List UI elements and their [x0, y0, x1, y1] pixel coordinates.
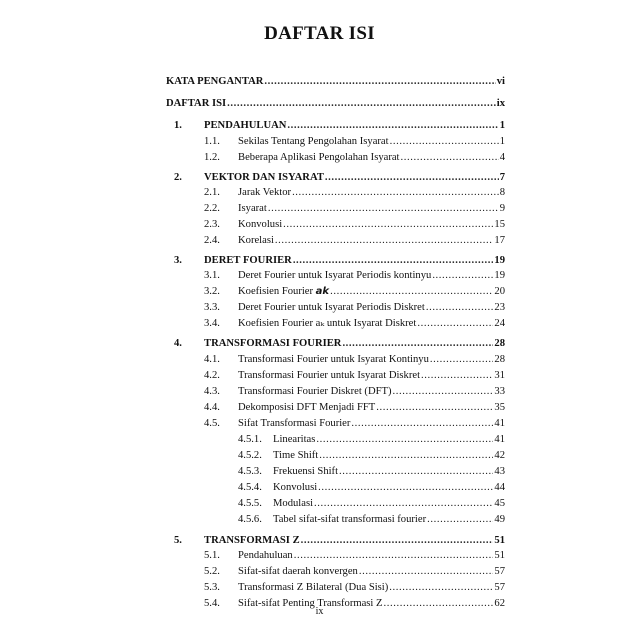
toc-item-page: 42: [494, 450, 505, 461]
toc-item-page: 1: [499, 136, 505, 147]
toc-item-number: 4.5.6.: [238, 514, 262, 525]
toc-item-number: 4.5.: [204, 418, 220, 429]
toc-item-number: 2.2.: [204, 203, 220, 214]
toc-chapter-title: TRANSFORMASI Z: [204, 535, 300, 546]
toc-item-number: 5.4.: [204, 598, 220, 609]
toc-chapter-4[interactable]: [174, 337, 505, 351]
toc-item-3-3[interactable]: [204, 301, 505, 315]
toc-item-page: 9: [499, 203, 505, 214]
toc-item-page: 51: [494, 550, 505, 561]
toc-item-label: Dekomposisi DFT Menjadi FFT: [238, 402, 376, 413]
leader-dots: [314, 497, 493, 511]
leader-dots: [318, 481, 493, 495]
toc-item-number: 4.2.: [204, 370, 220, 381]
leader-dots: [427, 513, 493, 527]
toc-item-page: 49: [494, 514, 505, 525]
leader-dots: [294, 549, 494, 563]
toc-chapter-number: 5.: [174, 535, 182, 546]
toc-item-2-1[interactable]: [204, 186, 505, 200]
toc-subitem-4-5-5[interactable]: [238, 497, 505, 511]
toc-chapter-page: 7: [499, 172, 505, 183]
toc-item-page: 44: [494, 482, 505, 493]
toc-item-number: 3.1.: [204, 270, 220, 281]
toc-chapter-number: 3.: [174, 255, 182, 266]
toc-item-page: 28: [494, 354, 505, 365]
toc-item-label: Time Shift: [273, 450, 319, 461]
toc-item-label: Jarak Vektor: [238, 187, 292, 198]
toc-item-number: 2.3.: [204, 219, 220, 230]
toc-item-2-2[interactable]: [204, 202, 505, 216]
math-symbol-ak: ak: [315, 286, 330, 297]
toc-item-number: 1.1.: [204, 136, 220, 147]
toc-item-label: Transformasi Z Bilateral (Dua Sisi): [238, 582, 389, 593]
toc-item-page: 23: [494, 302, 505, 313]
toc-item-number: 4.1.: [204, 354, 220, 365]
toc-item-2-4[interactable]: [204, 234, 505, 248]
toc-chapter-title: DERET FOURIER: [204, 255, 292, 266]
leader-dots: [283, 218, 493, 232]
toc-item-5-1[interactable]: [204, 549, 505, 563]
toc-subitem-4-5-6[interactable]: [238, 513, 505, 527]
toc-item-page: 19: [494, 270, 505, 281]
toc-item-number: 1.2.: [204, 152, 220, 163]
toc-item-number: 3.4.: [204, 318, 220, 329]
toc-item-page: 57: [494, 566, 505, 577]
toc-item-2-3[interactable]: [204, 218, 505, 232]
toc-item-number: 5.1.: [204, 550, 220, 561]
toc-item-label: Koefisien Fourier: [238, 286, 316, 297]
toc-chapter-number: 2.: [174, 172, 182, 183]
toc-item-page: 4: [499, 152, 505, 163]
toc-item-page: 17: [494, 235, 505, 246]
toc-item-label: Frekuensi Shift: [273, 466, 339, 477]
toc-chapter-page: 51: [494, 535, 505, 546]
leader-dots: [330, 285, 493, 299]
leader-dots: [430, 353, 494, 367]
leader-dots: [287, 119, 498, 133]
toc-subitem-4-5-1[interactable]: [238, 433, 505, 447]
leader-dots: [325, 171, 499, 185]
leader-dots: [301, 534, 494, 548]
toc-item-page: 57: [494, 582, 505, 593]
toc-item-5-3[interactable]: [204, 581, 505, 595]
toc-chapter-2[interactable]: [174, 171, 505, 185]
leader-dots: [359, 565, 494, 579]
toc-item-label: Deret Fourier untuk Isyarat Periodis Diskret: [238, 302, 425, 313]
toc-item-label: Transformasi Fourier untuk Isyarat Kontinyu: [238, 354, 429, 365]
toc-item-4-2[interactable]: [204, 369, 505, 383]
leader-dots: [264, 75, 495, 89]
toc-chapter-title: PENDAHULUAN: [204, 120, 287, 131]
toc-chapter-title: TRANSFORMASI FOURIER: [204, 338, 342, 349]
leader-dots: [417, 317, 493, 331]
toc-chapter-number: 4.: [174, 338, 182, 349]
toc-item-number: 3.3.: [204, 302, 220, 313]
toc-item-number: 3.2.: [204, 286, 220, 297]
toc-item-page: 8: [499, 187, 505, 198]
toc-item-number: 4.5.1.: [238, 434, 262, 445]
toc-item-number: 4.5.5.: [238, 498, 262, 509]
leader-dots: [426, 301, 494, 315]
toc-subitem-4-5-3[interactable]: [238, 465, 505, 479]
toc-item-label: Konvolusi: [273, 482, 318, 493]
toc-item-page: 43: [494, 466, 505, 477]
toc-entry-kata-pengantar[interactable]: [166, 75, 505, 89]
toc-chapter-page: 1: [499, 120, 505, 131]
toc-entry-page: vi: [496, 76, 505, 87]
toc-item-page: 35: [494, 402, 505, 413]
leader-dots: [389, 581, 493, 595]
toc-item-3-1[interactable]: [204, 269, 505, 283]
leader-dots: [293, 254, 494, 268]
toc-item-page: 41: [494, 418, 505, 429]
toc-item-page: 62: [494, 598, 505, 609]
toc-item-3-2[interactable]: [204, 285, 505, 299]
toc-item-number: 2.4.: [204, 235, 220, 246]
leader-dots: [275, 234, 494, 248]
toc-entry-label: KATA PENGANTAR: [166, 76, 264, 87]
toc-item-label: Sekilas Tentang Pengolahan Isyarat: [238, 136, 389, 147]
toc-item-label: Koefisien Fourier aₖ untuk Isyarat Diskret: [238, 318, 417, 329]
leader-dots: [393, 385, 494, 399]
toc-item-page: 45: [494, 498, 505, 509]
toc-item-label: Isyarat: [238, 203, 267, 214]
page-title: DAFTAR ISI: [264, 23, 375, 44]
leader-dots: [227, 97, 496, 111]
toc-item-label: Sifat Transformasi Fourier: [238, 418, 351, 429]
toc-chapter-number: 1.: [174, 120, 182, 131]
toc-item-number: 4.5.3.: [238, 466, 262, 477]
toc-entry-label: DAFTAR ISI: [166, 98, 227, 109]
page-number-footer: ix: [315, 606, 324, 617]
toc-item-page: 41: [494, 434, 505, 445]
toc-item-label: Sifat-sifat Penting Transformasi Z: [238, 598, 383, 609]
toc-item-4-4[interactable]: [204, 401, 505, 415]
toc-chapter-page: 28: [494, 338, 505, 349]
toc-entry-page: ix: [496, 98, 505, 109]
toc-item-number: 5.3.: [204, 582, 220, 593]
leader-dots: [292, 186, 499, 200]
toc-item-page: 31: [494, 370, 505, 381]
toc-item-number: 4.3.: [204, 386, 220, 397]
toc-item-4-3[interactable]: [204, 385, 505, 399]
toc-chapter-page: 19: [494, 255, 505, 266]
toc-item-label: Pendahuluan: [238, 550, 293, 561]
leader-dots: [376, 401, 493, 415]
toc-item-1-2[interactable]: [204, 151, 505, 165]
leader-dots: [390, 135, 499, 149]
toc-chapter-1[interactable]: [174, 119, 505, 133]
toc-item-label: Korelasi: [238, 235, 274, 246]
toc-item-label: Modulasi: [273, 498, 314, 509]
toc-subitem-4-5-2[interactable]: [238, 449, 505, 463]
leader-dots: [316, 433, 493, 447]
toc-item-label: Beberapa Aplikasi Pengolahan Isyarat: [238, 152, 400, 163]
toc-item-label: Tabel sifat-sifat transformasi fourier: [273, 514, 427, 525]
toc-item-5-2[interactable]: [204, 565, 505, 579]
toc-chapter-title: VEKTOR DAN ISYARAT: [204, 172, 324, 183]
leader-dots: [268, 202, 499, 216]
toc-item-3-4[interactable]: [204, 317, 505, 331]
toc-item-number: 4.5.2.: [238, 450, 262, 461]
leader-dots: [319, 449, 493, 463]
toc-item-label: Linearitas: [273, 434, 316, 445]
toc-item-label: Transformasi Fourier Diskret (DFT): [238, 386, 392, 397]
toc-item-page: 33: [494, 386, 505, 397]
toc-chapter-5[interactable]: [174, 534, 505, 548]
toc-item-page: 24: [494, 318, 505, 329]
toc-item-page: 15: [494, 219, 505, 230]
toc-item-label: Sifat-sifat daerah konvergen: [238, 566, 358, 577]
leader-dots: [421, 369, 493, 383]
leader-dots: [351, 417, 493, 431]
toc-item-label: Deret Fourier untuk Isyarat Periodis kontinyu: [238, 270, 432, 281]
toc-item-number: 2.1.: [204, 187, 220, 198]
toc-item-number: 5.2.: [204, 566, 220, 577]
leader-dots: [342, 337, 493, 351]
toc-entry-daftar-isi[interactable]: [166, 97, 505, 111]
leader-dots: [432, 269, 493, 283]
toc-item-page: 20: [494, 286, 505, 297]
toc-item-label: Transformasi Fourier untuk Isyarat Diskret: [238, 370, 421, 381]
toc-chapter-3[interactable]: [174, 254, 505, 268]
toc-subitem-4-5-4[interactable]: [238, 481, 505, 495]
toc-item-4-5[interactable]: [204, 417, 505, 431]
leader-dots: [339, 465, 493, 479]
toc-item-number: 4.5.4.: [238, 482, 262, 493]
toc-item-number: 4.4.: [204, 402, 220, 413]
leader-dots: [401, 151, 499, 165]
toc-item-label: Konvolusi: [238, 219, 283, 230]
toc-item-1-1[interactable]: [204, 135, 505, 149]
toc-item-4-1[interactable]: [204, 353, 505, 367]
